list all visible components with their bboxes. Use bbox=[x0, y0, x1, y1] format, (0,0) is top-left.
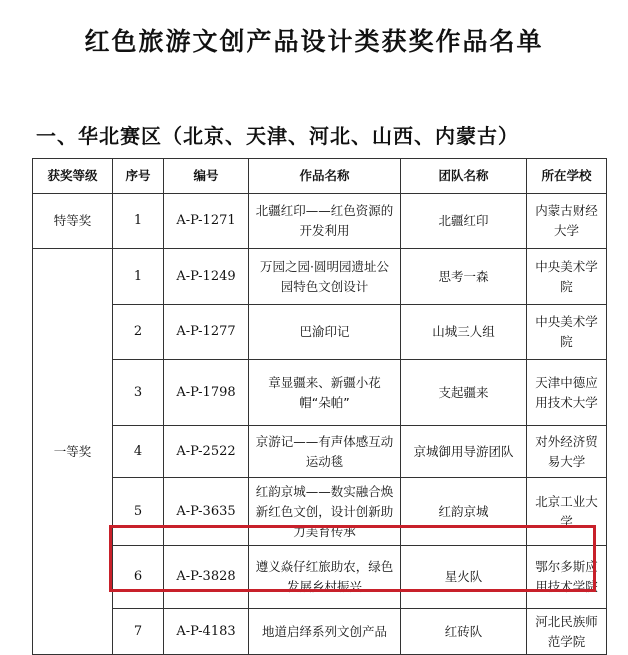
school-cell: 中央美术学院 bbox=[527, 305, 607, 360]
school-cell: 对外经济贸易大学 bbox=[527, 426, 607, 478]
work-cell: 巴渝印记 bbox=[249, 305, 401, 360]
table-row bbox=[33, 249, 607, 305]
table-row bbox=[33, 360, 607, 426]
table-row bbox=[33, 478, 607, 546]
work-cell: 地道启绎系列文创产品 bbox=[249, 609, 401, 655]
work-cell: 章显疆来、新疆小花帽“朵帕” bbox=[249, 360, 401, 426]
document-title: 红色旅游文创产品设计类获奖作品名单 bbox=[84, 27, 544, 56]
section-heading: 一、华北赛区（北京、天津、河北、山西、内蒙古） bbox=[36, 124, 519, 148]
team-cell: 红砖队 bbox=[401, 609, 527, 655]
team-cell: 京城御用导游团队 bbox=[401, 426, 527, 478]
no-cell: 2 bbox=[113, 305, 164, 360]
table-row bbox=[33, 546, 607, 609]
no-cell: 6 bbox=[113, 546, 164, 609]
work-cell: 红韵京城——数实融合焕新红色文创，设计创新助力美育传承 bbox=[249, 478, 401, 546]
work-cell: 遵义焱仔红旅助农，绿色发展乡村振兴 bbox=[249, 546, 401, 609]
work-cell: 北疆红印——红色资源的开发利用 bbox=[249, 194, 401, 249]
code-cell: A-P-1798 bbox=[164, 360, 249, 426]
code-cell: A-P-1277 bbox=[164, 305, 249, 360]
code-cell: A-P-1271 bbox=[164, 194, 249, 249]
header-school: 所在学校 bbox=[527, 159, 607, 194]
no-cell: 3 bbox=[113, 360, 164, 426]
header-team: 团队名称 bbox=[401, 159, 527, 194]
team-cell: 北疆红印 bbox=[401, 194, 527, 249]
team-cell: 思考一森 bbox=[401, 249, 527, 305]
awards-table bbox=[32, 158, 607, 655]
work-cell: 万园之园·圆明园遗址公园特色文创设计 bbox=[249, 249, 401, 305]
code-cell: A-P-1249 bbox=[164, 249, 249, 305]
no-cell: 5 bbox=[113, 478, 164, 546]
work-cell: 京游记——有声体感互动运动毯 bbox=[249, 426, 401, 478]
team-cell: 红韵京城 bbox=[401, 478, 527, 546]
header-no: 序号 bbox=[113, 159, 164, 194]
school-cell: 北京工业大学 bbox=[527, 478, 607, 546]
header-work: 作品名称 bbox=[249, 159, 401, 194]
table-header-row bbox=[33, 159, 607, 194]
level-cell: 一等奖 bbox=[33, 249, 113, 655]
school-cell: 天津中德应用技术大学 bbox=[527, 360, 607, 426]
no-cell: 4 bbox=[113, 426, 164, 478]
team-cell: 支起疆来 bbox=[401, 360, 527, 426]
team-cell: 星火队 bbox=[401, 546, 527, 609]
table-row bbox=[33, 426, 607, 478]
table-row bbox=[33, 609, 607, 655]
code-cell: A-P-2522 bbox=[164, 426, 249, 478]
header-level: 获奖等级 bbox=[33, 159, 113, 194]
school-cell: 内蒙古财经大学 bbox=[527, 194, 607, 249]
code-cell: A-P-3635 bbox=[164, 478, 249, 546]
header-code: 编号 bbox=[164, 159, 249, 194]
code-cell: A-P-3828 bbox=[164, 546, 249, 609]
code-cell: A-P-4183 bbox=[164, 609, 249, 655]
table-row bbox=[33, 194, 607, 249]
level-cell: 特等奖 bbox=[33, 194, 113, 249]
team-cell: 山城三人组 bbox=[401, 305, 527, 360]
school-cell: 中央美术学院 bbox=[527, 249, 607, 305]
school-cell: 鄂尔多斯应用技术学院 bbox=[527, 546, 607, 609]
table-row bbox=[33, 305, 607, 360]
no-cell: 1 bbox=[113, 249, 164, 305]
no-cell: 1 bbox=[113, 194, 164, 249]
school-cell: 河北民族师范学院 bbox=[527, 609, 607, 655]
no-cell: 7 bbox=[113, 609, 164, 655]
